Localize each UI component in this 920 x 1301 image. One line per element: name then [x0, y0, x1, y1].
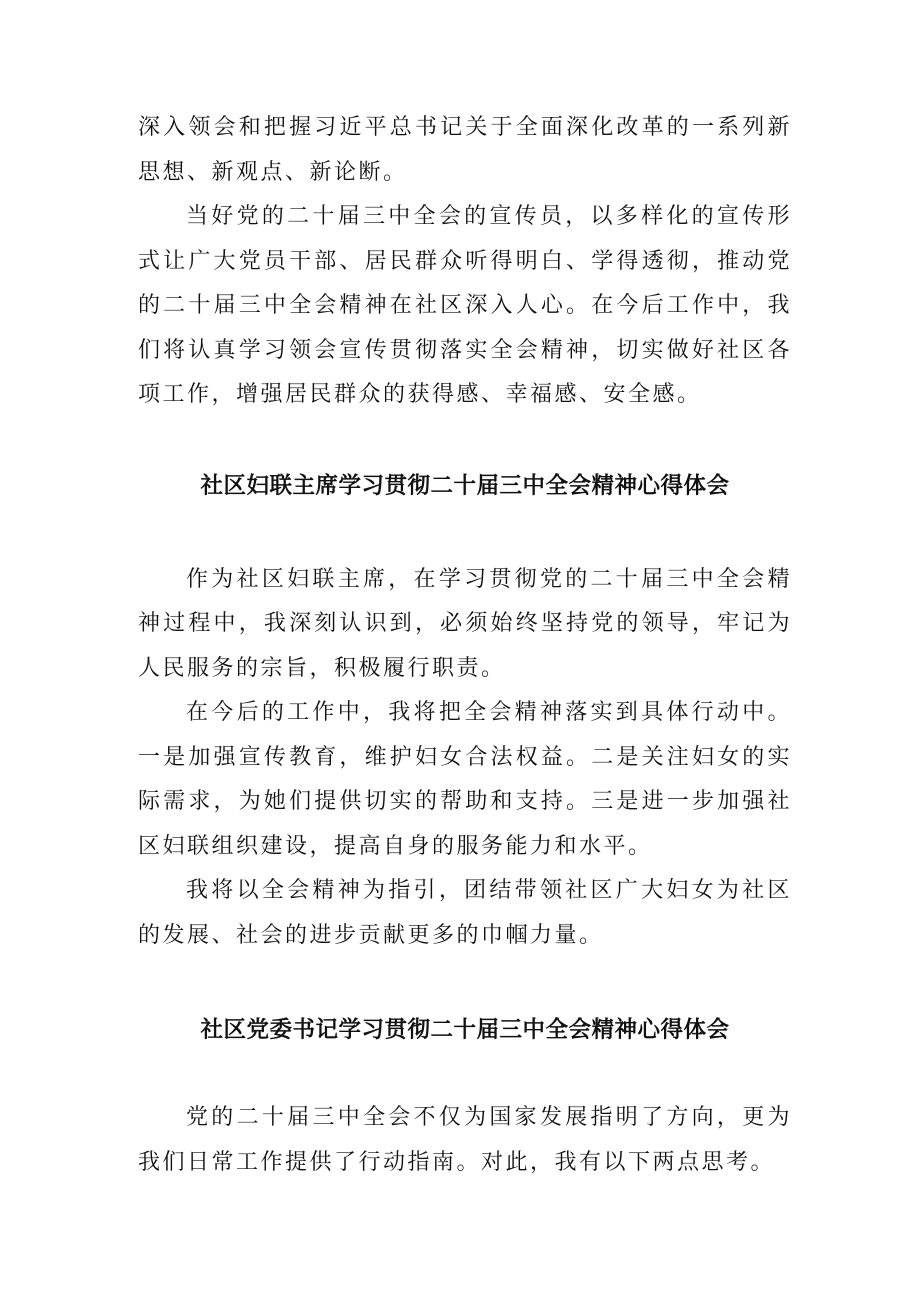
section-title-women-federation: 社区妇联主席学习贯彻二十届三中全会精神心得体会 — [200, 472, 730, 499]
paragraph: 当好党的二十届三中全会的宣传员，以多样化的宣传形式让广大党员干部、居民群众听得明白、学得透彻，推动党的二十届三中全会精神在社区深入人心。在今后工作中，我们将认真学习领会宣传贯彻落实全会精神，切实做好社区各项工作，增强居民群众的获得感、幸福感、安全感。 — [138, 204, 792, 407]
section-title-party-secretary: 社区党委书记学习贯彻二十届三中全会精神心得体会 — [200, 1017, 730, 1043]
paragraph: 我将以全会精神为指引，团结带领社区广大妇女为社区的发展、社会的进步贡献更多的巾帼力量。 — [138, 878, 792, 948]
document-page — [138, 106, 792, 1185]
paragraph: 在今后的工作中，我将把全会精神落实到具体行动中。一是加强宣传教育，维护妇女合法权益。二是关注妇女的实际需求，为她们提供切实的帮助和支持。三是进一步加强社区妇联组织建设，提高自身的服务能力和水平。 — [138, 700, 792, 859]
paragraph-continued: 深入领会和把握习近平总书记关于全面深化改革的一系列新思想、新观点、新论断。 — [138, 115, 792, 185]
paragraph: 党的二十届三中全会不仅为国家发展指明了方向，更为我们日常工作提供了行动指南。对此，我有以下两点思考。 — [138, 1105, 792, 1175]
paragraph: 作为社区妇联主席，在学习贯彻党的二十届三中全会精神过程中，我深刻认识到，必须始终坚持党的领导，牢记为人民服务的宗旨，积极履行职责。 — [138, 566, 792, 681]
